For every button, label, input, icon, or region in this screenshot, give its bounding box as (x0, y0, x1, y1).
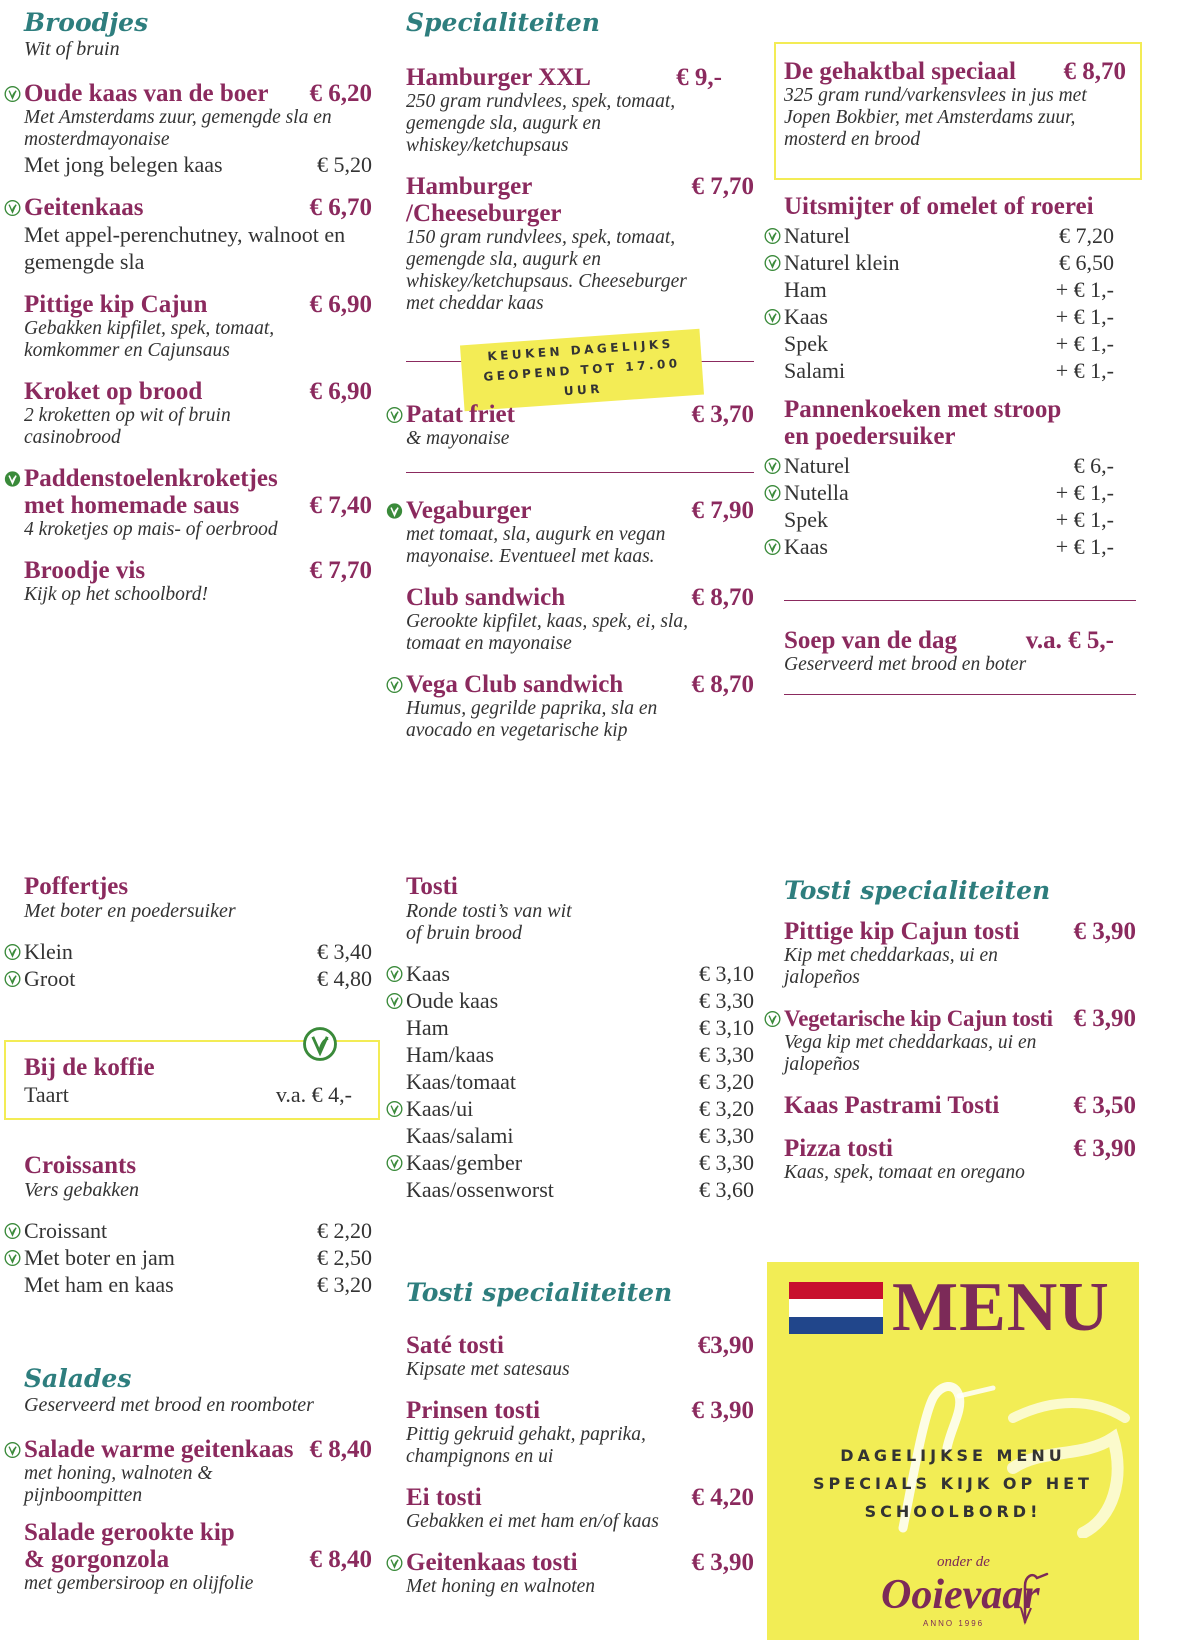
item-price: € 6,90 (309, 291, 372, 318)
section-subtitle-poffertjes: Met boter en poedersuiker (24, 900, 236, 922)
row-price: + € 1,- (1055, 277, 1114, 302)
row-price: € 3,20 (317, 1272, 372, 1297)
menu-item-geitenkaas (24, 194, 372, 275)
row-name: Met boter en jam (24, 1245, 175, 1270)
item-price: €3,90 (697, 1332, 754, 1359)
row-price: € 2,50 (317, 1245, 372, 1270)
item-description: met tomaat, sla, augurk en vegan mayonaise. Eventueel met kaas. (406, 524, 666, 567)
price-row (406, 987, 754, 1014)
onder-de-ooievaar-logo (875, 1552, 1055, 1632)
item-name: Soep van de dag (784, 627, 957, 654)
vegetarian-leaf-icon (386, 407, 403, 424)
item-description: Kaas, spek, tomaat en oregano (784, 1162, 1025, 1183)
item-price: € 6,20 (309, 80, 372, 107)
menu-item-salade-kip (24, 1519, 372, 1595)
section-title-specialiteiten: Specialiteiten (406, 8, 600, 37)
section-title-broodjes: Broodjes (24, 8, 149, 37)
vegetarian-leaf-icon (4, 943, 21, 960)
menu-item-kip-cajun-tosti (784, 918, 1136, 989)
item-name: Pizza tosti (784, 1135, 893, 1162)
row-price: + € 1,- (1055, 480, 1114, 505)
item-price: € 3,70 (691, 401, 754, 428)
row-price: v.a. € 4,- (275, 1082, 352, 1107)
vegetarian-leaf-icon (386, 677, 403, 694)
item-price: € 4,20 (691, 1484, 754, 1511)
item-price: € 3,90 (1073, 1005, 1136, 1032)
item-description: met gembersiroop en olijfolie (24, 1573, 254, 1594)
specials-line-2: SPECIALS KIJK OP HET (813, 1474, 1093, 1493)
item-price: € 8,70 (691, 671, 754, 698)
item-description: Vega kip met cheddarkaas, ui en jalopeños (784, 1032, 1037, 1075)
item-description: Met honing en walnoten (406, 1576, 596, 1597)
item-price: € 7,40 (309, 492, 372, 519)
price-row (406, 1041, 754, 1068)
logo-text-onder-de: onder de (937, 1554, 990, 1570)
vegetarian-leaf-icon (386, 1555, 403, 1572)
row-price: € 3,30 (699, 988, 754, 1013)
vegetarian-leaf-icon (764, 538, 781, 555)
item-description: 150 gram rundvlees, spek, tomaat, gemengde sla, augurk en whiskey/ketchupsaus. Cheeseburger met cheddar kaas (406, 227, 687, 314)
row-name: Kaas/ossenworst (406, 1177, 554, 1202)
item-description: Gebakken ei met ham en/of kaas (406, 1511, 659, 1532)
menu-title: MENU (892, 1269, 1110, 1346)
row-price: € 2,20 (317, 1218, 372, 1243)
price-row (784, 330, 1114, 357)
price-row (24, 1244, 372, 1271)
item-price: € 8,70 (1063, 58, 1126, 85)
vegetarian-leaf-icon (764, 484, 781, 501)
right-top-section (784, 58, 1134, 695)
vegetarian-leaf-icon (764, 227, 781, 244)
row-name: Spek (784, 331, 828, 356)
tosti-specialiteiten-mid (406, 1278, 754, 1614)
menu-item-vega-club (406, 671, 754, 742)
item-name: Vega Club sandwich (406, 671, 624, 698)
menu-item-hamburger-xxl (406, 64, 754, 157)
section-title-poffertjes: Poffertjes (24, 873, 129, 900)
vegetarian-leaf-icon (764, 1011, 781, 1028)
menu-item-geitenkaas-tosti (406, 1549, 754, 1598)
menu-item-kip-cajun (24, 291, 372, 362)
item-description: Gerookte kipfilet, kaas, spek, ei, sla, tomaat en mayonaise (406, 611, 688, 654)
uitsmijter-block (784, 193, 1114, 384)
vegetarian-leaf-icon (764, 254, 781, 271)
menu-item-prinsen-tosti (406, 1397, 754, 1468)
row-price: € 3,30 (699, 1042, 754, 1067)
item-name: Paddenstoelenkroketjes met homemade saus (24, 465, 278, 519)
section-title-salades: Salades (24, 1364, 132, 1393)
badge-line-1: KEUKEN DAGELIJKS (486, 336, 675, 364)
price-row (406, 1122, 754, 1149)
row-name: Kaas/tomaat (406, 1069, 516, 1094)
price-row (784, 222, 1114, 249)
row-name: Klein (24, 939, 73, 964)
logo-text-anno: ANNO 1996 (923, 1619, 985, 1628)
row-price: € 3,10 (699, 961, 754, 986)
row-name: Oude kaas (406, 988, 499, 1013)
item-price: € 3,90 (691, 1397, 754, 1424)
row-price: € 6,- (1073, 453, 1114, 478)
row-price: € 3,30 (699, 1123, 754, 1148)
row-name: Nutella (784, 480, 849, 505)
item-price: € 7,70 (309, 557, 372, 584)
dutch-flag-icon (789, 1282, 883, 1334)
menu-item-patat (406, 401, 754, 450)
menu-item-pizza-tosti (784, 1135, 1136, 1184)
specials-line-1: DAGELIJKSE MENU (840, 1446, 1066, 1465)
row-name: Spek (784, 507, 828, 532)
menu-item-oude-kaas (24, 80, 372, 178)
row-name: Ham (784, 277, 827, 302)
item-name: Geitenkaas (24, 194, 144, 221)
row-price: € 4,80 (317, 966, 372, 991)
row-name: Met ham en kaas (24, 1272, 174, 1297)
menu-item-pastrami-tosti (784, 1092, 1136, 1119)
divider (784, 600, 1136, 601)
row-name: Salami (784, 358, 846, 383)
variant-name: Met jong belegen kaas (24, 152, 223, 177)
price-row (406, 1149, 754, 1176)
tosti-specialiteiten-right (784, 876, 1136, 1200)
item-name: De gehaktbal speciaal (784, 58, 1016, 85)
price-row (784, 357, 1114, 384)
price-row (24, 1217, 372, 1244)
row-name: Taart (24, 1082, 69, 1107)
variant-price: € 5,20 (317, 152, 372, 177)
price-row (406, 1068, 754, 1095)
price-row (24, 1081, 352, 1108)
item-name: Patat friet (406, 401, 515, 428)
row-name: Kaas (784, 304, 828, 329)
vegetarian-leaf-icon (386, 965, 403, 982)
item-name: Pittige kip Cajun (24, 291, 208, 318)
row-price: € 3,30 (699, 1150, 754, 1175)
item-name: Oude kaas van de boer (24, 80, 269, 107)
vegetarian-leaf-icon (4, 200, 21, 217)
menu-item-broodje-vis (24, 557, 372, 606)
item-name: Kroket op brood (24, 378, 203, 405)
section-title-tosti: Tosti (406, 873, 458, 900)
item-price: € 3,90 (1073, 918, 1136, 945)
menu-item-veg-kip-tosti (784, 1005, 1136, 1076)
item-price: € 8,40 (309, 1436, 372, 1463)
section-subtitle-salades: Geserveerd met brood en roomboter (24, 1394, 314, 1416)
item-name: Club sandwich (406, 584, 566, 611)
row-name: Groot (24, 966, 76, 991)
section-title-tosti-specialiteiten: Tosti specialiteiten (784, 876, 1051, 905)
item-price: € 6,70 (309, 194, 372, 221)
item-name: Vegetarische kip Cajun tosti (784, 1006, 1053, 1031)
price-row (406, 1014, 754, 1041)
item-price: v.a. € 5,- (1025, 627, 1114, 654)
item-name: Vegaburger (406, 497, 532, 524)
item-price: € 7,70 (691, 173, 754, 200)
item-description: 4 kroketjes op mais- of oerbrood (24, 519, 278, 540)
price-row (784, 249, 1114, 276)
item-price: € 3,90 (1073, 1135, 1136, 1162)
vegetarian-leaf-icon (4, 1249, 21, 1266)
row-name: Kaas/ui (406, 1096, 474, 1121)
salades-section (24, 1364, 372, 1611)
row-name: Croissant (24, 1218, 108, 1243)
section-subtitle-croissants: Vers gebakken (24, 1179, 139, 1201)
item-description: Met Amsterdams zuur, gemengde sla en mosterdmayonaise (24, 107, 332, 150)
price-row (24, 1271, 372, 1298)
item-name: Saté tosti (406, 1332, 504, 1359)
price-row (784, 533, 1114, 560)
item-name: Broodje vis (24, 557, 146, 584)
item-description: 2 kroketten op wit of bruin casinobrood (24, 405, 231, 448)
row-name: Naturel klein (784, 250, 900, 275)
item-description: 325 gram rund/varkensvlees in jus met Jopen Bokbier, met Amsterdams zuur, mosterd en brood (784, 85, 1087, 150)
specialiteiten-section (406, 8, 754, 758)
row-price: € 6,50 (1059, 250, 1114, 275)
section-subtitle-broodjes: Wit of bruin (24, 38, 120, 60)
menu-item-ei-tosti (406, 1484, 754, 1533)
item-description: Kip met cheddarkaas, ui en jalopeños (784, 945, 998, 988)
pannenkoeken-title: Pannenkoeken met stroop en poedersuiker (784, 396, 1062, 450)
badge-line-2: GEOPEND TOT 17.00 UUR (482, 356, 682, 399)
item-description: Met appel-perenchutney, walnoot en gemengde sla (24, 222, 346, 274)
item-name: Pittige kip Cajun tosti (784, 918, 1020, 945)
menu-item-cheeseburger (406, 173, 754, 315)
row-name: Naturel (784, 453, 850, 478)
item-variant (24, 151, 372, 178)
item-name: Hamburger /Cheeseburger (406, 173, 562, 227)
menu-item-club-sandwich (406, 584, 754, 655)
item-price: € 8,40 (309, 1546, 372, 1573)
row-price: + € 1,- (1055, 304, 1114, 329)
row-price: + € 1,- (1055, 534, 1114, 559)
row-name: Naturel (784, 223, 850, 248)
vegetarian-leaf-icon (386, 1154, 403, 1171)
item-price: € 8,70 (691, 584, 754, 611)
vegetarian-leaf-icon (764, 457, 781, 474)
logo-text-ooievaar: Ooievaar (881, 1572, 1040, 1618)
koffie-section (24, 1054, 352, 1108)
koffie-title: Bij de koffie (24, 1054, 155, 1081)
item-description: met honing, walnoten & pijnboompitten (24, 1463, 213, 1506)
kitchen-hours-badge (460, 329, 704, 412)
vegetarian-leaf-icon (4, 1222, 21, 1239)
row-price: + € 1,- (1055, 331, 1114, 356)
item-description: Geserveerd met brood en boter (784, 654, 1027, 675)
specials-line-3: SCHOOLBORD! (864, 1502, 1042, 1521)
tosti-section (406, 873, 754, 1203)
row-price: + € 1,- (1055, 358, 1114, 383)
item-description: Gebakken kipfilet, spek, tomaat, komkommer en Cajunsaus (24, 318, 275, 361)
price-row (784, 479, 1114, 506)
row-price: € 3,20 (699, 1069, 754, 1094)
item-description: Pittig gekruid gehakt, paprika, champignons en ui (406, 1424, 646, 1467)
row-name: Ham (406, 1015, 449, 1040)
uitsmijter-title: Uitsmijter of omelet of roerei (784, 193, 1094, 220)
item-price: € 3,50 (1073, 1092, 1136, 1119)
item-name: Salade gerookte kip & gorgonzola (24, 1519, 235, 1573)
price-row (784, 452, 1114, 479)
item-name: Salade warme geitenkaas (24, 1436, 294, 1463)
vegetarian-leaf-icon (764, 308, 781, 325)
menu-item-salade-geitenkaas (24, 1436, 372, 1507)
vegetarian-leaf-icon (4, 86, 21, 103)
vegetarian-leaf-icon (386, 992, 403, 1009)
kitchen-hours-divider (406, 331, 754, 399)
broodjes-section (24, 8, 372, 622)
item-description: & mayonaise (406, 428, 510, 449)
menu-item-soep (784, 627, 1114, 676)
menu-item-paddenstoelen (24, 465, 372, 541)
vegan-leaf-icon (4, 471, 21, 488)
section-title-croissants: Croissants (24, 1152, 137, 1179)
divider (784, 694, 1136, 695)
item-price: € 9,- (676, 64, 722, 91)
item-name: Ei tosti (406, 1484, 482, 1511)
price-row (784, 276, 1114, 303)
item-description: 250 gram rundvlees, spek, tomaat, gemengde sla, augurk en whiskey/ketchupsaus (406, 91, 676, 156)
row-name: Kaas (784, 534, 828, 559)
price-row (784, 303, 1114, 330)
menu-card (767, 1262, 1139, 1640)
vegetarian-leaf-icon (386, 1100, 403, 1117)
row-price: + € 1,- (1055, 507, 1114, 532)
row-price: € 3,40 (317, 939, 372, 964)
menu-item-kroket (24, 378, 372, 449)
croissants-section (24, 1152, 372, 1298)
item-price: € 6,90 (309, 378, 372, 405)
menu-item-gehaktbal (784, 58, 1126, 151)
row-name: Ham/kaas (406, 1042, 494, 1067)
item-name: Kaas Pastrami Tosti (784, 1092, 1000, 1119)
row-name: Kaas/gember (406, 1150, 523, 1175)
price-row (24, 965, 372, 992)
vegetarian-leaf-icon (4, 1442, 21, 1459)
item-description: Kipsate met satesaus (406, 1359, 570, 1380)
menu-item-sate-tosti (406, 1332, 754, 1381)
daily-specials-text (767, 1442, 1139, 1526)
item-price: € 7,90 (691, 497, 754, 524)
price-row (784, 506, 1114, 533)
pannenkoeken-block (784, 396, 1114, 560)
row-price: € 3,10 (699, 1015, 754, 1040)
row-name: Kaas (406, 961, 450, 986)
section-title-tosti-specialiteiten: Tosti specialiteiten (406, 1278, 673, 1307)
price-row (406, 1176, 754, 1203)
vegan-leaf-icon (386, 503, 403, 520)
price-row (24, 938, 372, 965)
vegetarian-leaf-icon (4, 970, 21, 987)
item-description: Humus, gegrilde paprika, sla en avocado en vegetarische kip (406, 698, 658, 741)
row-name: Kaas/salami (406, 1123, 514, 1148)
section-subtitle-tosti: Ronde tosti’s van wit of bruin brood (406, 900, 572, 944)
divider (406, 472, 754, 473)
item-price: € 3,90 (691, 1549, 754, 1576)
price-row (406, 960, 754, 987)
item-name: Prinsen tosti (406, 1397, 541, 1424)
item-description: Kijk op het schoolbord! (24, 584, 208, 605)
left-bottom-section (24, 873, 372, 992)
price-row (406, 1095, 754, 1122)
row-price: € 3,20 (699, 1096, 754, 1121)
item-name: Geitenkaas tosti (406, 1549, 578, 1576)
item-name: Hamburger XXL (406, 64, 591, 91)
row-price: € 3,60 (699, 1177, 754, 1202)
row-price: € 7,20 (1059, 223, 1114, 248)
menu-item-vegaburger (406, 497, 754, 568)
